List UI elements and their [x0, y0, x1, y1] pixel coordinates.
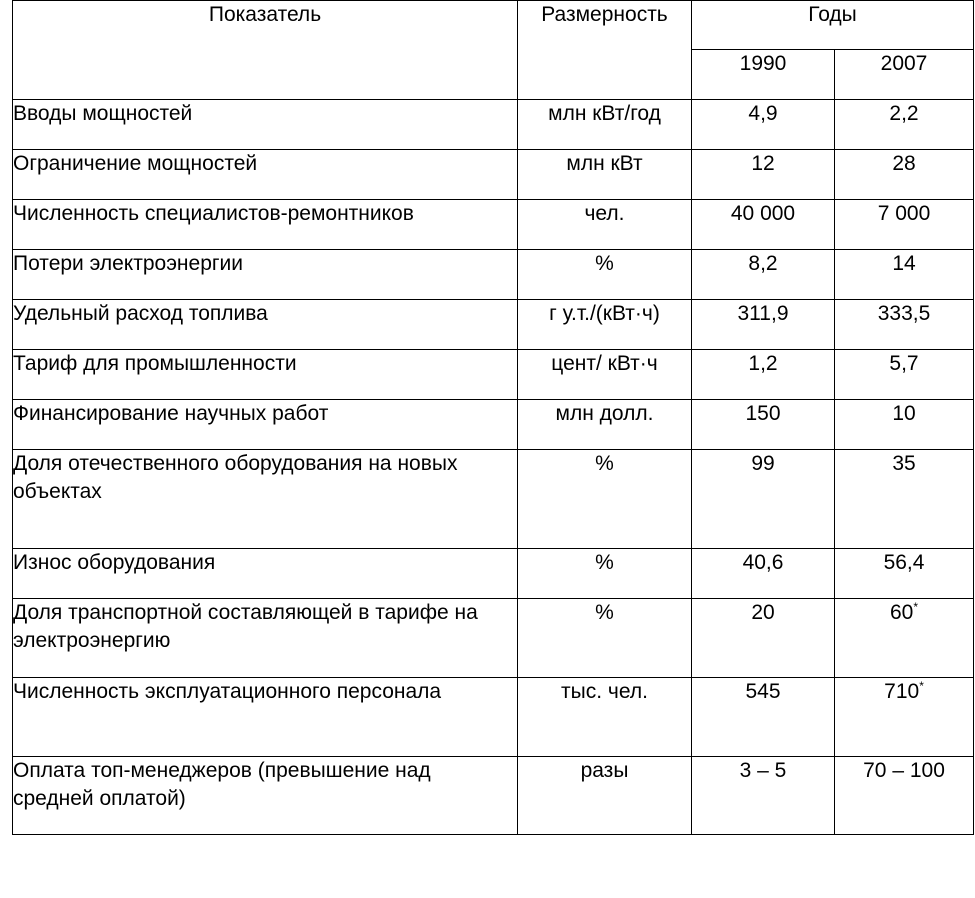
row-value-2007: 710	[884, 680, 920, 703]
row-value-1990: 8,2	[692, 250, 835, 300]
row-unit: разы	[518, 757, 692, 835]
row-unit: %	[518, 599, 692, 678]
row-name: Вводы мощностей	[13, 100, 518, 150]
row-name: Тариф для промышленности	[13, 350, 518, 400]
header-year-1990: 1990	[692, 50, 835, 100]
row-value-2007-cell	[835, 599, 974, 678]
row-value-2007: 333,5	[835, 300, 974, 350]
row-name: Доля транспортной составляющей в тарифе на электроэнергию	[13, 599, 518, 678]
row-name: Численность специалистов-ремонтников	[13, 200, 518, 250]
table-row	[13, 757, 974, 835]
table-row	[13, 678, 974, 757]
table-row	[13, 400, 974, 450]
row-unit: млн кВт/год	[518, 100, 692, 150]
row-value-1990: 3 – 5	[692, 757, 835, 835]
row-value-1990: 311,9	[692, 300, 835, 350]
row-name: Потери электроэнергии	[13, 250, 518, 300]
row-value-2007: 35	[835, 450, 974, 549]
row-unit: %	[518, 450, 692, 549]
row-value-2007: 10	[835, 400, 974, 450]
table-row	[13, 350, 974, 400]
header-unit: Размерность	[518, 1, 692, 100]
table-row	[13, 100, 974, 150]
row-unit: млн долл.	[518, 400, 692, 450]
row-value-2007: 7 000	[835, 200, 974, 250]
row-value-2007: 70 – 100	[835, 757, 974, 835]
row-unit: млн кВт	[518, 150, 692, 200]
table-row	[13, 150, 974, 200]
row-value-1990: 12	[692, 150, 835, 200]
row-value-2007: 60	[889, 601, 914, 624]
row-value-2007: 14	[835, 250, 974, 300]
footnote-marker: *	[913, 600, 919, 614]
row-value-1990: 1,2	[692, 350, 835, 400]
row-unit: чел.	[518, 200, 692, 250]
row-name: Численность эксплуатационного персонала	[13, 678, 518, 757]
header-year-2007: 2007	[835, 50, 974, 100]
row-value-1990: 545	[692, 678, 835, 757]
row-value-2007: 56,4	[835, 549, 974, 599]
row-value-1990: 150	[692, 400, 835, 450]
row-value-2007: 2,2	[835, 100, 974, 150]
row-unit: цент/ кВт·ч	[518, 350, 692, 400]
table-row	[13, 200, 974, 250]
row-value-1990: 40,6	[692, 549, 835, 599]
row-value-2007-cell	[835, 678, 974, 757]
row-name: Износ оборудования	[13, 549, 518, 599]
table-row	[13, 300, 974, 350]
footnote-marker: *	[919, 679, 924, 693]
row-value-1990: 20	[692, 599, 835, 678]
row-name: Ограничение мощностей	[13, 150, 518, 200]
table-row	[13, 250, 974, 300]
row-name: Финансирование научных работ	[13, 400, 518, 450]
row-name: Удельный расход топлива	[13, 300, 518, 350]
row-name: Доля отечественного оборудования на новых объектах	[13, 450, 518, 549]
row-unit: г у.т./(кВт·ч)	[518, 300, 692, 350]
header-years: Годы	[692, 1, 974, 50]
table-row	[13, 549, 974, 599]
header-indicator: Показатель	[13, 1, 518, 100]
row-value-2007: 5,7	[835, 350, 974, 400]
table-row	[13, 599, 974, 678]
row-value-1990: 40 000	[692, 200, 835, 250]
row-name: Оплата топ-менеджеров (превышение над средней оплатой)	[13, 757, 518, 835]
indicators-table	[12, 0, 974, 835]
row-unit: тыс. чел.	[518, 678, 692, 757]
row-value-1990: 4,9	[692, 100, 835, 150]
header-row-top	[13, 1, 974, 50]
table-row	[13, 450, 974, 549]
row-value-2007: 28	[835, 150, 974, 200]
row-unit: %	[518, 549, 692, 599]
row-value-1990: 99	[692, 450, 835, 549]
row-unit: %	[518, 250, 692, 300]
